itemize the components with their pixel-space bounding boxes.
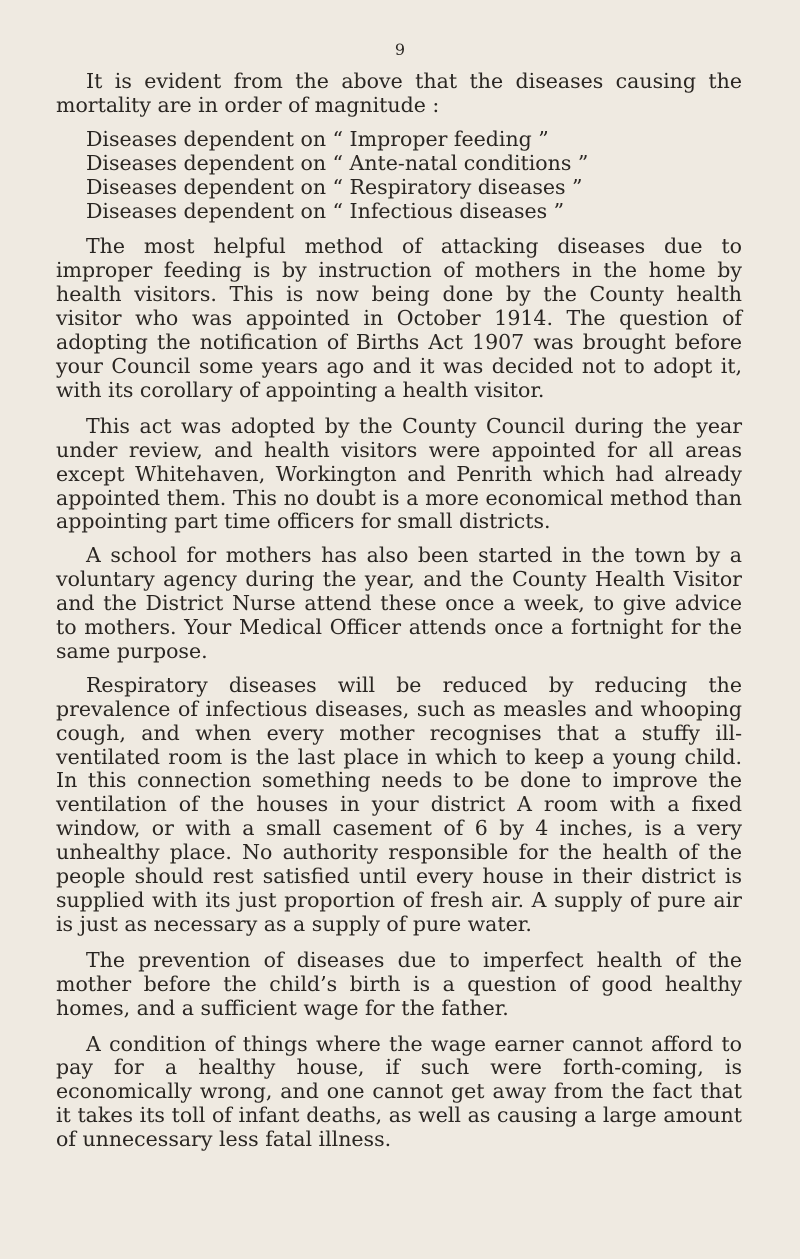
paragraph-school-for-mothers: A school for mothers has also been started in the town by a voluntary agency during the year, and the County Health Visitor and the District Nurse attend these once a week, to give advice to mothers. Your Medical Officer attends once a fortnight for the same purpose. [56,543,742,663]
disease-list [56,128,742,224]
page-body [56,70,742,1152]
disease-list-item: Diseases dependent on “ Ante-natal conditions ” [86,150,589,175]
paragraph-county-council: This act was adopted by the County Council during the year under review, and health visitors were appointed for all areas except Whitehaven, Workington and Penrith which had already appointed them. This no doubt is a more economical method than appointing part time officers for small districts. [56,413,742,534]
disease-list-item: Diseases dependent on “ Respiratory diseases ” [86,174,583,199]
page-number: 9 [394,40,406,59]
paragraph-wage-earner: A condition of things where the wage earner cannot afford to pay for a healthy house, if such were forth-coming, is economically wrong, and one cannot get away from the fact that it takes its toll of infant deaths, as well as causing a large amount of unnecessary less fatal illness. [56,1031,742,1152]
paragraph-prevention: The prevention of diseases due to imperfect health of the mother before the child’s birth is a question of good healthy homes, and a sufficient wage for the father. [56,947,742,1020]
intro-paragraph: It is evident from the above that the diseases causing the mortality are in order of magnitude : [56,69,742,117]
disease-list-item: Diseases dependent on “ Infectious diseases ” [86,198,565,223]
paragraph-feeding: The most helpful method of attacking diseases due to improper feeding is by instruction of mothers in the home by health visitors. This is now being done by the County health visitor who was appointed in October 1914. The question of adopting the notification of Births Act 1907 was brought before your Council some years ago and it was decided not to adopt it, with its corollary of appointing a health visitor. [56,234,742,402]
paragraph-respiratory: Respiratory diseases will be reduced by reducing the prevalence of infectious diseases, such as measles and whooping cough, and when every mother recognises that a stuffy ill-ventilated room is the last place in which to keep a young child. In this connection something needs to be done to improve the ventilation of the houses in your district A room with a fixed window, or with a small casement of 6 by 4 inches, is a very unhealthy place. No authority responsible for the health of the people should rest satisfied until every house in their district is supplied with its just proportion of fresh air. A supply of pure air is just as necessary as a supply of pure water. [56,672,742,936]
disease-list-item: Diseases dependent on “ Improper feeding ” [86,126,549,151]
